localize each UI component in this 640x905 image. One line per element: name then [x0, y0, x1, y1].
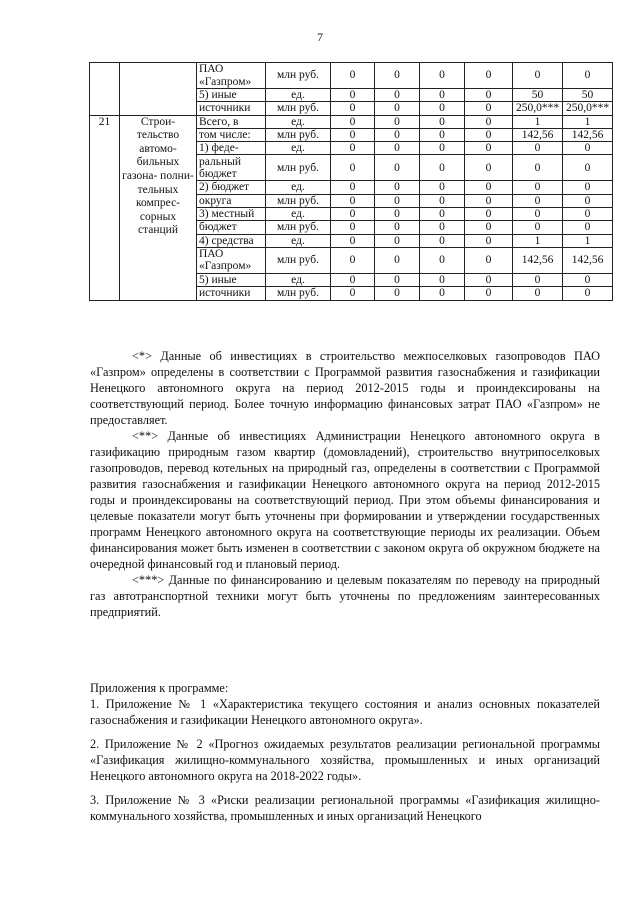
- value-cell: 0: [331, 115, 375, 128]
- value-cell: 0: [375, 128, 420, 141]
- unit-cell: млн руб.: [266, 63, 331, 89]
- value-cell: 0: [375, 221, 420, 234]
- value-cell: 0: [420, 194, 465, 207]
- unit-cell: млн руб.: [266, 194, 331, 207]
- value-cell: 0: [331, 194, 375, 207]
- appendix-item: 2. Приложение № 2 «Прогноз ожидаемых результатов реализации региональной программы «Газификация жилищно-коммунального хозяйства, промышленных и иных организаций Ненецкого автономного округа на 2018-2022 годы».: [90, 737, 600, 783]
- value-cell: 0: [465, 287, 513, 300]
- value-cell: 0: [513, 194, 563, 207]
- value-cell: 0: [420, 181, 465, 194]
- unit-cell: ед.: [266, 273, 331, 286]
- value-cell: 250,0***: [563, 102, 613, 115]
- value-cell: 0: [375, 234, 420, 247]
- value-cell: 0: [331, 63, 375, 89]
- value-cell: 0: [375, 155, 420, 181]
- source-label: 5) иные: [197, 89, 266, 102]
- value-cell: 142,56: [563, 247, 613, 273]
- value-cell: 0: [420, 273, 465, 286]
- value-cell: 0: [375, 208, 420, 221]
- value-cell: 0: [331, 142, 375, 155]
- source-label: бюджет: [197, 221, 266, 234]
- value-cell: 0: [465, 247, 513, 273]
- value-cell: 0: [563, 208, 613, 221]
- value-cell: 0: [331, 273, 375, 286]
- empty-cell: [120, 63, 197, 116]
- unit-cell: млн руб.: [266, 155, 331, 181]
- value-cell: 0: [513, 155, 563, 181]
- value-cell: 0: [375, 194, 420, 207]
- value-cell: 0: [513, 287, 563, 300]
- unit-cell: ед.: [266, 181, 331, 194]
- unit-cell: млн руб.: [266, 102, 331, 115]
- appendix-item: 3. Приложение № 3 «Риски реализации региональной программы «Газификация жилищно-коммунального хозяйства, промышленных и иных организаций Ненецкого: [90, 793, 600, 823]
- value-cell: 0: [465, 221, 513, 234]
- value-cell: 0: [420, 115, 465, 128]
- source-label: источники: [197, 102, 266, 115]
- source-label: ПАО «Газпром»: [197, 247, 266, 273]
- value-cell: 0: [563, 273, 613, 286]
- value-cell: 0: [563, 63, 613, 89]
- value-cell: 0: [513, 142, 563, 155]
- value-cell: 0: [420, 63, 465, 89]
- value-cell: 0: [465, 208, 513, 221]
- unit-cell: ед.: [266, 234, 331, 247]
- value-cell: 0: [465, 128, 513, 141]
- footnote-2: <**> Данные об инвестициях Администрации Ненецкого автономного округа в газификацию природным газом квартир (домовладений), строительство внутрипоселковых газопроводов, перевод котельных на природный газ, определены в соответствии с Программой развития газоснабжения и газификации Ненецкого автономного округа на период 2012-2015 годы и проиндексированы на соответствующий период. При этом объемы финансирования и целевые показатели могут быть уточнены при формировании и утверждении государственных программ Ненецкого автономного округа на соответствующие периоды их реализации. Объем финансирования может быть изменен в соответствии с законом округа об окружном бюджете на очередной финансовый год и плановый период.: [90, 429, 600, 571]
- value-cell: 0: [420, 287, 465, 300]
- footnote-1: <*> Данные об инвестициях в строительство межпоселковых газопроводов ПАО «Газпром» определены в соответствии с Программой развития газоснабжения и газификации Ненецкого автономного округа на период 2012-2015 годы и проиндексированы на соответствующий период. Более точную информацию финансовых затрат ПАО «Газпром» не предоставляет.: [90, 349, 600, 427]
- source-label: ПАО «Газпром»: [197, 63, 266, 89]
- value-cell: 0: [465, 142, 513, 155]
- source-label: 2) бюджет: [197, 181, 266, 194]
- value-cell: 0: [331, 89, 375, 102]
- source-label: 3) местный: [197, 208, 266, 221]
- value-cell: 1: [563, 115, 613, 128]
- unit-cell: млн руб.: [266, 221, 331, 234]
- unit-cell: млн руб.: [266, 128, 331, 141]
- value-cell: 0: [513, 63, 563, 89]
- value-cell: 0: [420, 102, 465, 115]
- source-label: источники: [197, 287, 266, 300]
- value-cell: 0: [465, 102, 513, 115]
- value-cell: 0: [375, 102, 420, 115]
- value-cell: 142,56: [563, 128, 613, 141]
- value-cell: 0: [331, 102, 375, 115]
- value-cell: 0: [420, 89, 465, 102]
- source-label: 5) иные: [197, 273, 266, 286]
- value-cell: 0: [331, 128, 375, 141]
- value-cell: 0: [513, 221, 563, 234]
- unit-cell: ед.: [266, 89, 331, 102]
- source-label: том числе:: [197, 128, 266, 141]
- value-cell: 0: [465, 63, 513, 89]
- value-cell: 0: [465, 234, 513, 247]
- value-cell: 0: [331, 247, 375, 273]
- value-cell: 0: [375, 142, 420, 155]
- footnote-3: <***> Данные по финансированию и целевым показателям по переводу на природный газ автотранспортной техники могут быть уточнены по предложениям заинтересованных предприятий.: [90, 573, 600, 619]
- table-row: [90, 63, 613, 89]
- value-cell: 0: [375, 63, 420, 89]
- value-cell: 0: [465, 155, 513, 181]
- value-cell: 1: [513, 115, 563, 128]
- value-cell: 0: [331, 155, 375, 181]
- value-cell: 0: [465, 115, 513, 128]
- empty-cell: [90, 63, 120, 116]
- appendices: [90, 680, 600, 824]
- unit-cell: ед.: [266, 208, 331, 221]
- source-label: округа: [197, 194, 266, 207]
- source-label: ральный бюджет: [197, 155, 266, 181]
- table-row: [90, 115, 613, 128]
- value-cell: 0: [375, 89, 420, 102]
- value-cell: 250,0***: [513, 102, 563, 115]
- value-cell: 0: [465, 89, 513, 102]
- value-cell: 0: [513, 273, 563, 286]
- value-cell: 0: [420, 128, 465, 141]
- value-cell: 0: [375, 115, 420, 128]
- value-cell: 0: [563, 287, 613, 300]
- value-cell: 0: [375, 287, 420, 300]
- unit-cell: ед.: [266, 115, 331, 128]
- value-cell: 0: [420, 208, 465, 221]
- value-cell: 50: [513, 89, 563, 102]
- value-cell: 0: [331, 208, 375, 221]
- value-cell: 1: [513, 234, 563, 247]
- value-cell: 0: [563, 221, 613, 234]
- unit-cell: млн руб.: [266, 287, 331, 300]
- value-cell: 142,56: [513, 247, 563, 273]
- value-cell: 0: [513, 208, 563, 221]
- value-cell: 0: [420, 247, 465, 273]
- value-cell: 0: [375, 247, 420, 273]
- unit-cell: ед.: [266, 142, 331, 155]
- value-cell: 0: [375, 273, 420, 286]
- source-label: Всего, в: [197, 115, 266, 128]
- value-cell: 0: [420, 142, 465, 155]
- value-cell: 0: [513, 181, 563, 194]
- value-cell: 0: [563, 155, 613, 181]
- value-cell: 1: [563, 234, 613, 247]
- value-cell: 0: [465, 273, 513, 286]
- value-cell: 0: [563, 194, 613, 207]
- value-cell: 0: [420, 221, 465, 234]
- value-cell: 142,56: [513, 128, 563, 141]
- value-cell: 0: [563, 181, 613, 194]
- value-cell: 0: [465, 194, 513, 207]
- page-number: 7: [317, 30, 323, 44]
- source-label: 1) феде-: [197, 142, 266, 155]
- item-number: 21: [90, 115, 120, 300]
- value-cell: 0: [465, 181, 513, 194]
- value-cell: 0: [331, 221, 375, 234]
- footnotes: [90, 348, 600, 620]
- unit-cell: млн руб.: [266, 247, 331, 273]
- value-cell: 0: [331, 287, 375, 300]
- appendices-heading: Приложения к программе:: [90, 681, 229, 695]
- value-cell: 0: [331, 234, 375, 247]
- item-name: Строи- тельство автомо- бильных газона- полни- тельных компрес- сорных станций: [120, 115, 197, 300]
- value-cell: 0: [375, 181, 420, 194]
- value-cell: 0: [420, 155, 465, 181]
- value-cell: 0: [331, 181, 375, 194]
- value-cell: 50: [563, 89, 613, 102]
- source-label: 4) средства: [197, 234, 266, 247]
- appendix-item: 1. Приложение № 1 «Характеристика текущего состояния и анализ основных показателей газоснабжения и газификации Ненецкого автономного округа».: [90, 697, 600, 727]
- value-cell: 0: [563, 142, 613, 155]
- value-cell: 0: [420, 234, 465, 247]
- financing-table: [89, 62, 613, 301]
